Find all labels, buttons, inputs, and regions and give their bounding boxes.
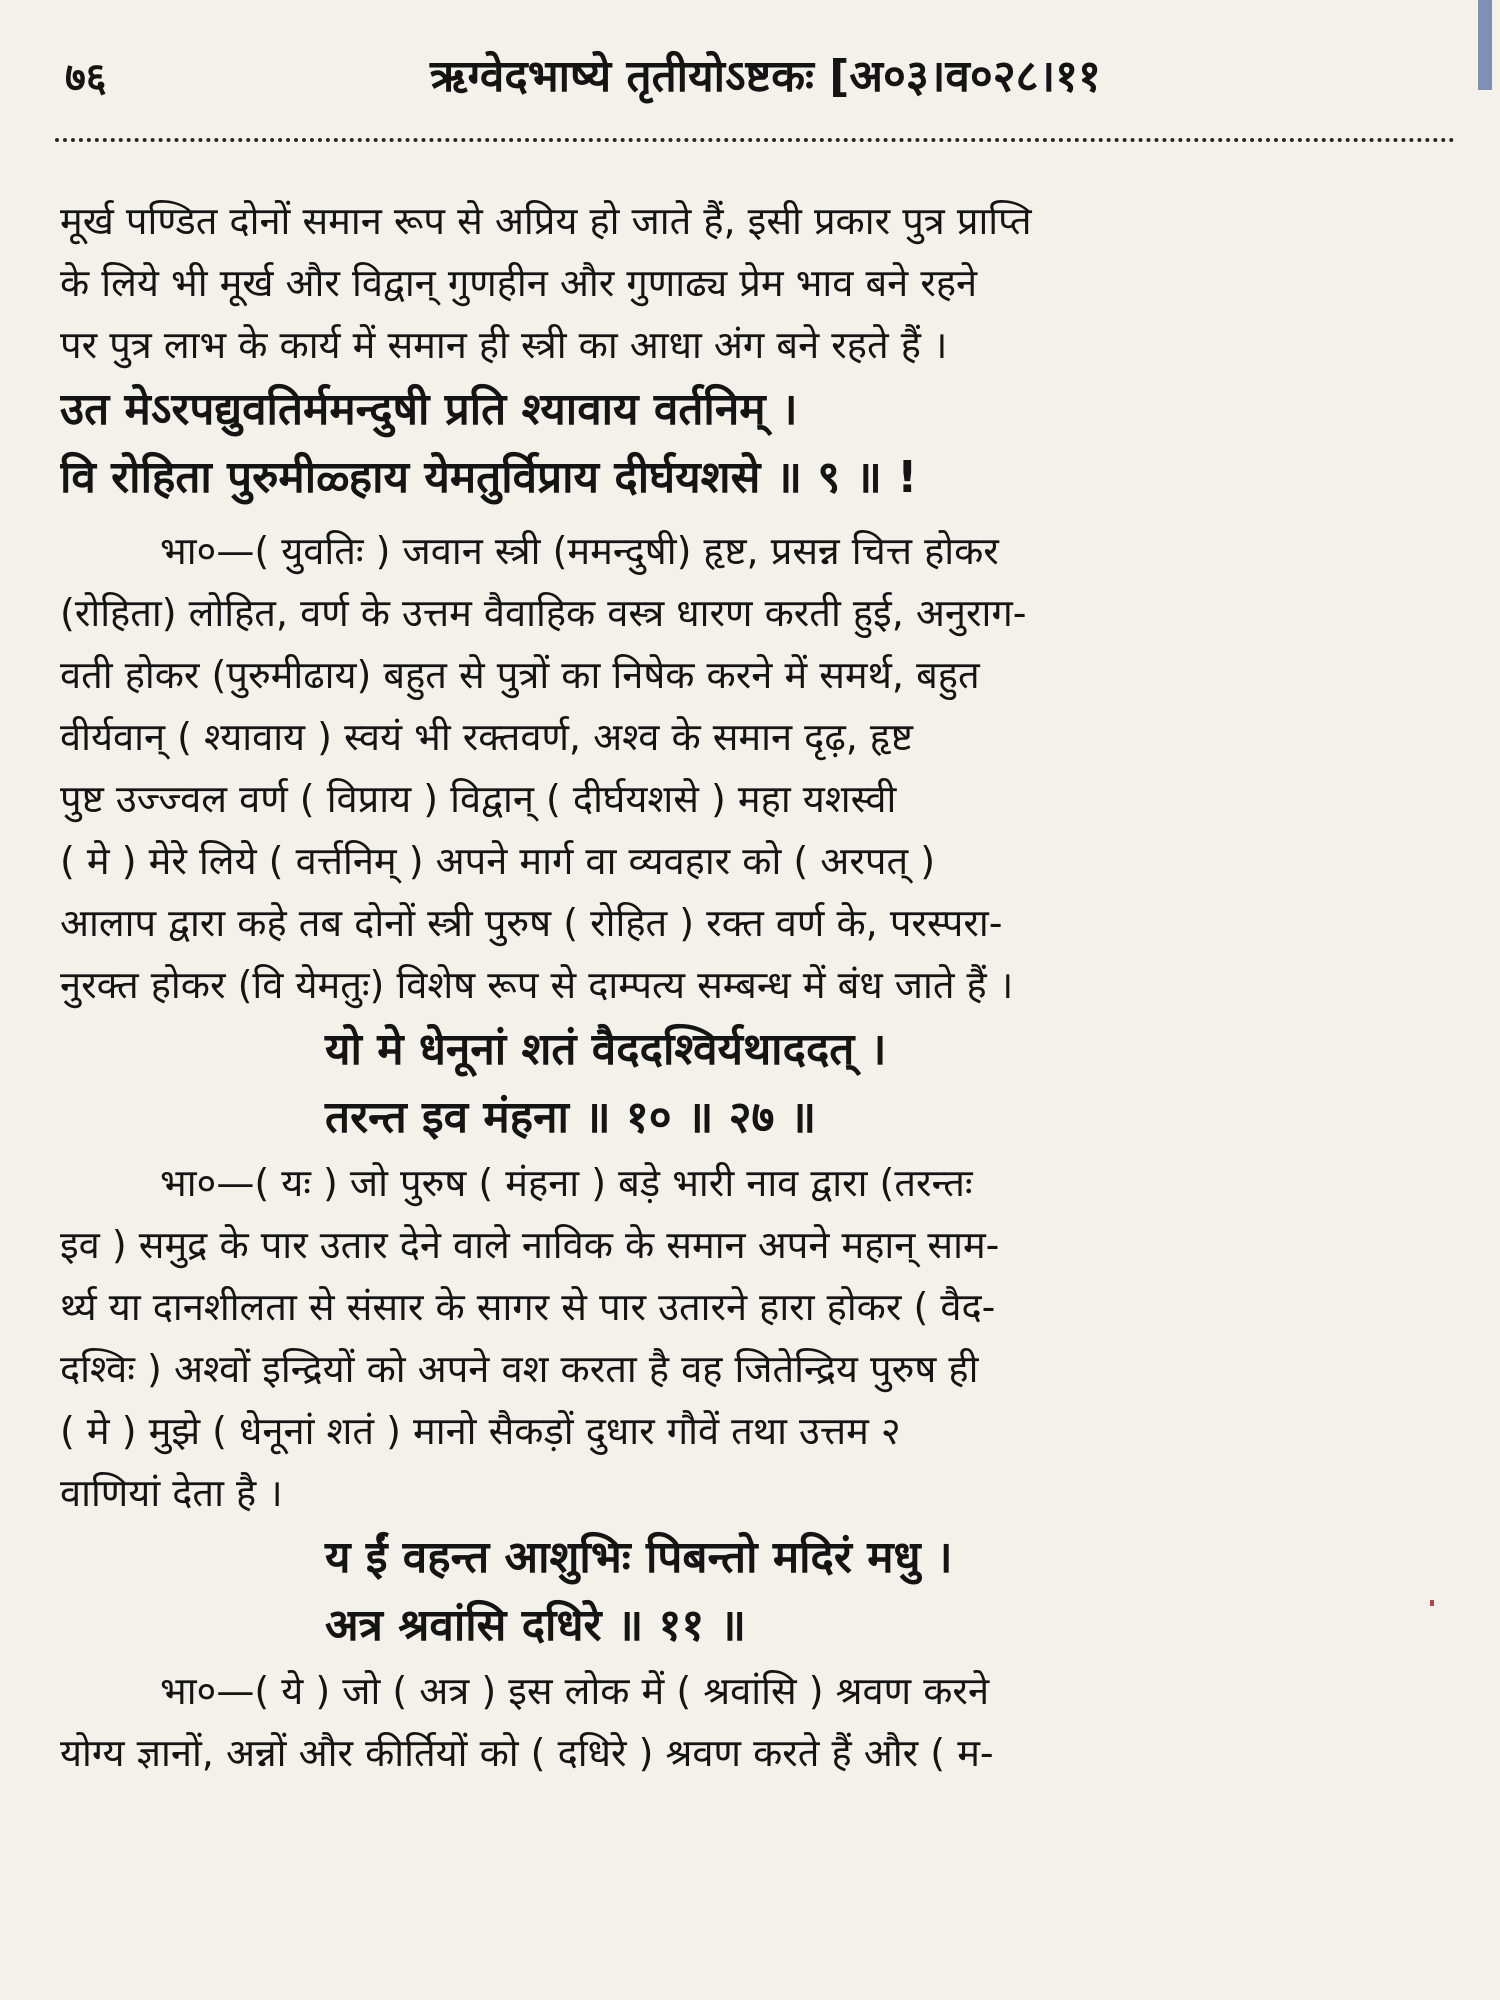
commentary-line: भा०—( ये ) जो ( अत्र ) इस लोक में ( श्रवांसि ) श्रवण करने	[160, 1669, 990, 1713]
verse-line: य ईं वहन्त आशुभिः पिबन्तो मदिरं मधु ।	[325, 1532, 953, 1583]
header-divider	[55, 138, 1455, 142]
commentary-line: भा०—( यः ) जो पुरुष ( मंहना ) बड़े भारी नाव द्वारा (तरन्तः	[160, 1161, 973, 1205]
text-line: पुष्ट उज्ज्वल वर्ण ( विप्राय ) विद्वान् ( दीर्घयशसे ) महा यशस्वी	[60, 777, 897, 821]
text-line: पर पुत्र लाभ के कार्य में समान ही स्त्री का आधा अंग बने रहते हैं ।	[60, 323, 948, 367]
text-line: वती होकर (पुरुमीढाय) बहुत से पुत्रों का निषेक करने में समर्थ, बहुत	[60, 653, 980, 697]
text-line: ( मे ) मुझे ( धेनूनां शतं ) मानो सैकड़ों दुधार गौवें तथा उत्तम २	[60, 1409, 901, 1453]
text-line: र्थ्य या दानशीलता से संसार के सागर से पार उतारने हारा होकर ( वैद-	[60, 1285, 996, 1329]
text-line: आलाप द्वारा कहे तब दोनों स्त्री पुरुष ( रोहित ) रक्त वर्ण के, परस्परा-	[60, 901, 1003, 945]
text-line: मूर्ख पण्डित दोनों समान रूप से अप्रिय हो जाते हैं, इसी प्रकार पुत्र प्राप्ति	[60, 199, 1032, 243]
verse-line: वि रोहिता पुरुमीळ्हाय येमतुर्विप्राय दीर्घयशसे ॥ ९ ॥ !	[60, 452, 918, 503]
text-line: के लिये भी मूर्ख और विद्वान् गुणहीन और गुणाढ्य प्रेम भाव बने रहने	[60, 261, 978, 305]
verse-line: तरन्त इव मंहना ॥ १० ॥ २७ ॥	[325, 1092, 817, 1143]
text-line: दश्विः ) अश्वों इन्द्रियों को अपने वश करता है वह जितेन्द्रिय पुरुष ही	[60, 1347, 979, 1391]
commentary-line: भा०—( युवतिः ) जवान स्त्री (ममन्दुषी) हृष्ट, प्रसन्न चित्त होकर	[160, 529, 999, 573]
verse-line: अत्र श्रवांसि दधिरे ॥ ११ ॥	[325, 1600, 746, 1651]
text-line: वाणियां देता है ।	[60, 1471, 283, 1515]
text-line: योग्य ज्ञानों, अन्नों और कीर्तियों को ( दधिरे ) श्रवण करते हैं और ( म-	[60, 1731, 994, 1775]
text-line: नुरक्त होकर (वि येमतुः) विशेष रूप से दाम्पत्य सम्बन्ध में बंध जाते हैं ।	[60, 963, 1014, 1007]
edge-mark	[1478, 0, 1492, 90]
text-line: ( मे ) मेरे लिये ( वर्त्तनिम् ) अपने मार्ग वा व्यवहार को ( अरपत् )	[60, 839, 936, 883]
text-line: इव ) समुद्र के पार उतार देने वाले नाविक के समान अपने महान् साम-	[60, 1223, 1000, 1267]
text-line: वीर्यवान् ( श्यावाय ) स्वयं भी रक्तवर्ण, अश्व के समान दृढ़, हृष्ट	[60, 715, 913, 759]
running-title: ऋग्वेदभाष्ये तृतीयोऽष्टकः [अ०३।व०२८।११	[430, 51, 1101, 102]
verse-line: उत मेऽरपद्युवतिर्ममन्दुषी प्रति श्यावाय वर्तनिम् ।	[60, 384, 798, 435]
page-body	[60, 190, 1450, 1784]
page-header	[55, 40, 1455, 110]
text-line: (रोहिता) लोहित, वर्ण के उत्तम वैवाहिक वस्त्र धारण करती हुई, अनुराग-	[60, 591, 1027, 635]
page-number: ७६	[65, 55, 107, 101]
verse-line: यो मे धेनूनां शतं वैददश्विर्यथाददत् ।	[325, 1024, 887, 1075]
